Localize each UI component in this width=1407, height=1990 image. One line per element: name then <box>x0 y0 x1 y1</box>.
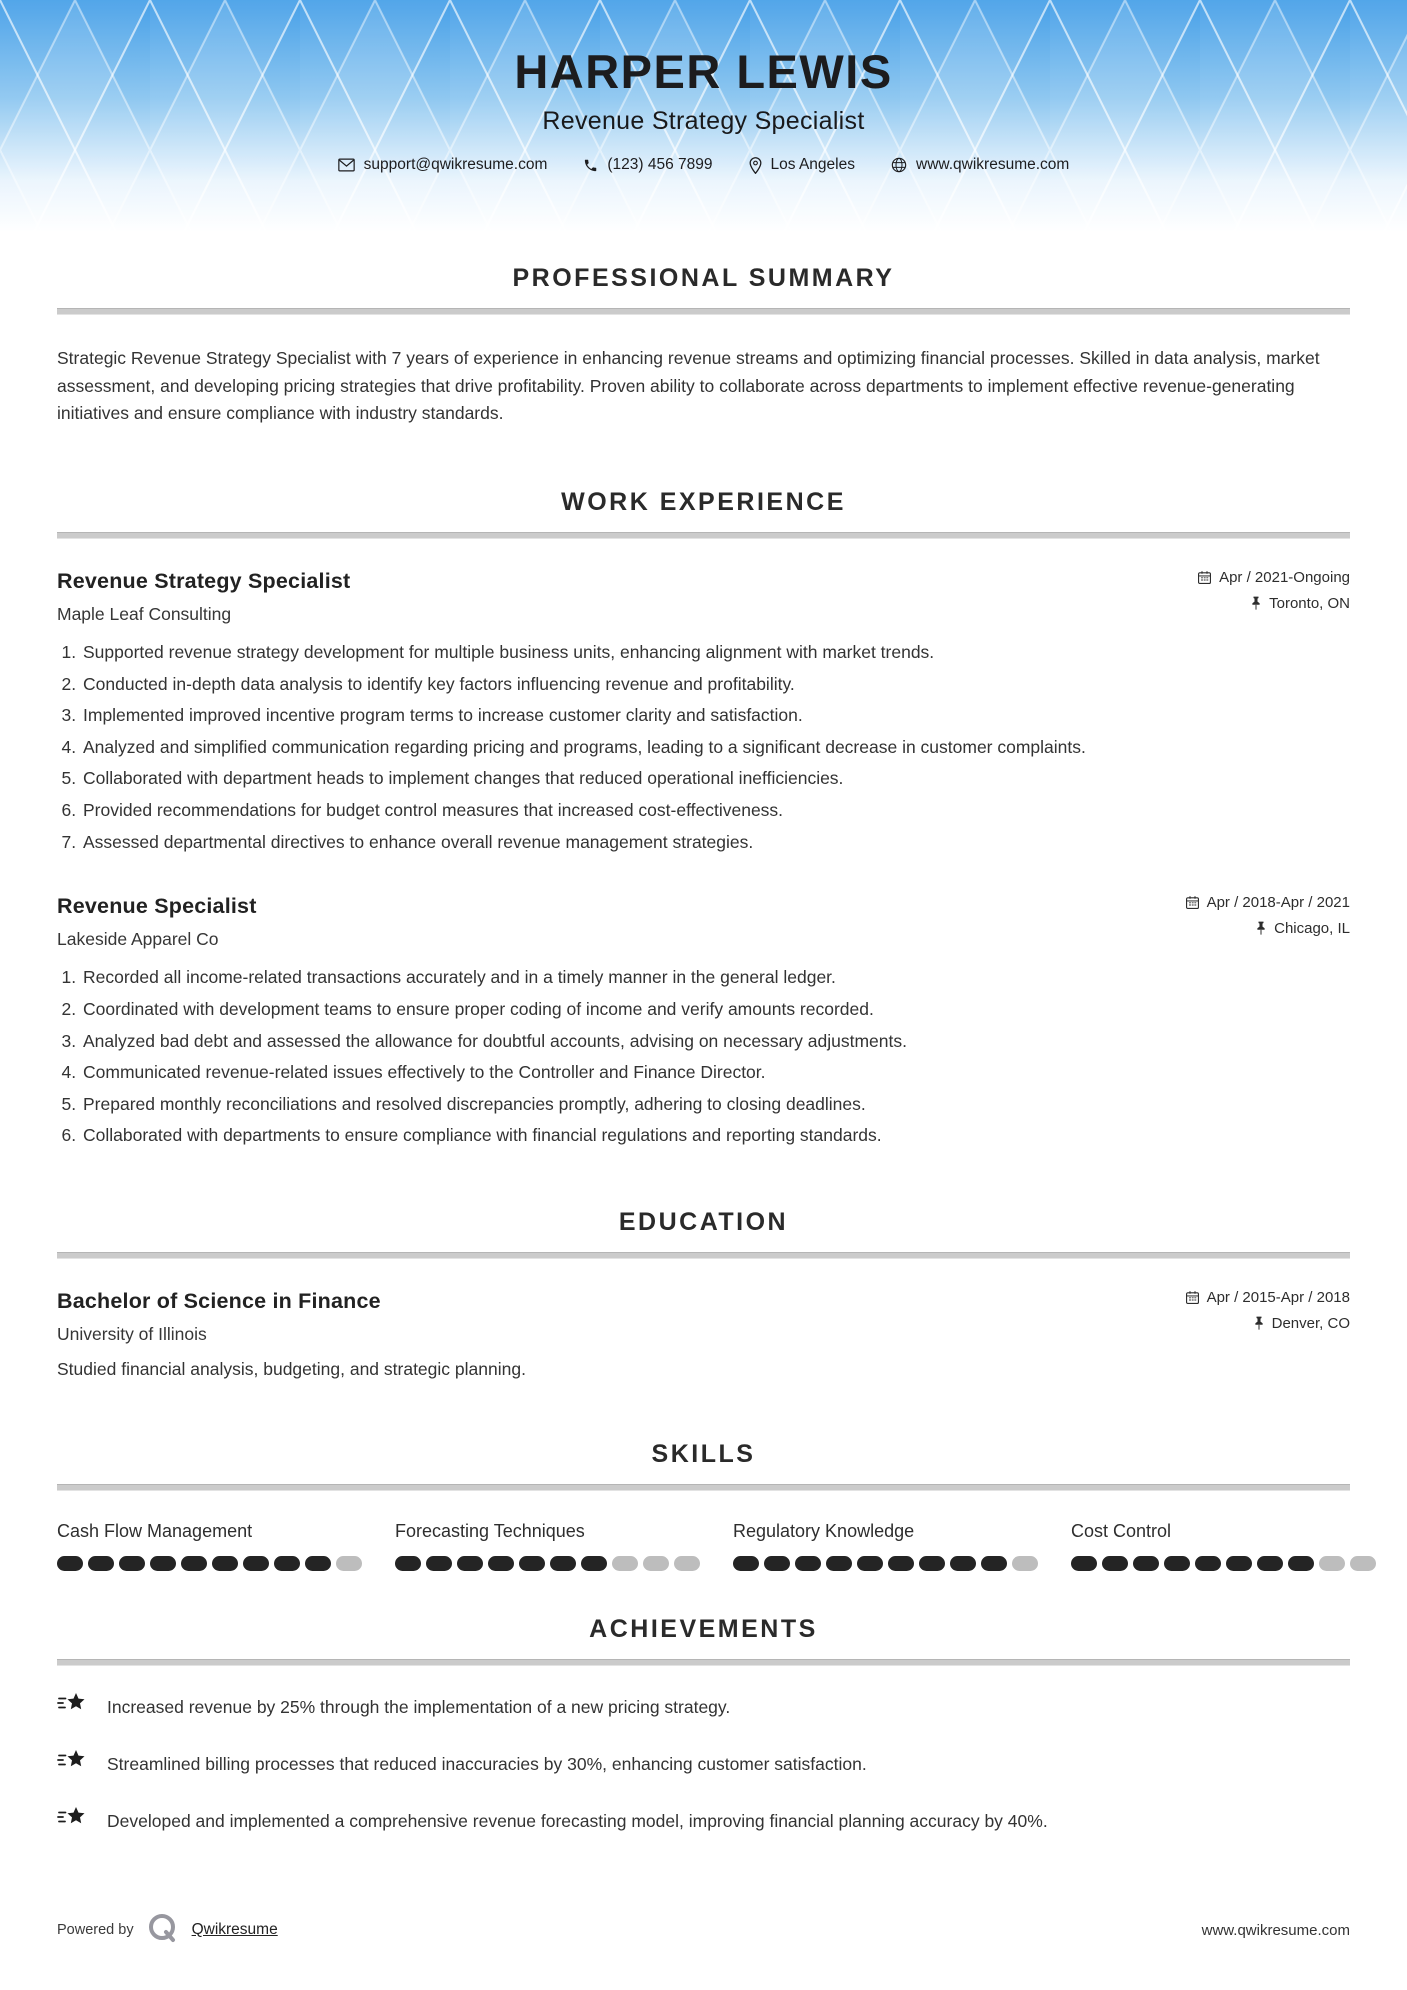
section-heading: WORK EXPERIENCE <box>561 487 846 516</box>
skill-rating-dot <box>243 1556 269 1571</box>
job-bullet: 5. Collaborated with department heads to implement changes that reduced operational inefficiencies. <box>81 767 1350 791</box>
job-bullet: 3. Analyzed bad debt and assessed the allowance for doubtful accounts, advising on necessary adjustments. <box>81 1030 1350 1054</box>
job-bullet: 1. Recorded all income-related transactions accurately and in a timely manner in the general ledger. <box>81 966 1350 990</box>
skill-item <box>1071 1521 1381 1571</box>
achievement-text: Streamlined billing processes that reduced inaccuracies by 30%, enhancing customer satisfaction. <box>107 1754 867 1775</box>
section-divider <box>57 1659 1350 1666</box>
contact-row <box>0 156 1407 174</box>
contact-email-text: support@qwikresume.com <box>363 156 548 173</box>
skill-rating-dot <box>1071 1556 1097 1571</box>
job-bullet: 4. Communicated revenue-related issues effectively to the Controller and Finance Director. <box>81 1061 1350 1085</box>
skill-rating-dot <box>336 1556 362 1571</box>
job-location: Chicago, IL <box>1185 920 1350 937</box>
skill-rating <box>395 1556 705 1571</box>
skill-rating-dot <box>488 1556 514 1571</box>
job-title: Revenue Strategy Specialist <box>57 568 351 593</box>
skill-name: Cash Flow Management <box>57 1521 253 1542</box>
pushpin-icon <box>1253 1316 1265 1331</box>
job-bullet-list <box>57 966 1350 1148</box>
section-achievements <box>57 1615 1350 1837</box>
skill-rating-dot <box>826 1556 852 1571</box>
powered-by-label: Powered by <box>57 1922 134 1938</box>
section-professional-summary <box>57 264 1350 428</box>
skill-item <box>395 1521 705 1571</box>
skill-rating-dot <box>612 1556 638 1571</box>
skill-name: Regulatory Knowledge <box>733 1521 915 1542</box>
skill-rating-dot <box>1288 1556 1314 1571</box>
education-entry <box>57 1289 1350 1380</box>
calendar-icon <box>1197 570 1212 585</box>
section-skills <box>57 1440 1350 1571</box>
skill-rating-dot <box>919 1556 945 1571</box>
skill-rating-dot <box>119 1556 145 1571</box>
school-name: University of Illinois <box>57 1324 207 1345</box>
globe-icon <box>891 157 907 173</box>
job-bullet-list <box>57 641 1350 854</box>
pushpin-icon <box>1250 596 1262 611</box>
job-location: Toronto, ON <box>1197 595 1350 612</box>
job-bullet: 6. Provided recommendations for budget control measures that increased cost-effectiveness. <box>81 799 1350 823</box>
skill-name: Forecasting Techniques <box>395 1521 585 1542</box>
skill-name: Cost Control <box>1071 1521 1172 1542</box>
section-divider <box>57 1252 1350 1259</box>
work-entry <box>57 894 1350 1148</box>
education-description: Studied financial analysis, budgeting, and strategic planning. <box>57 1359 526 1380</box>
skill-rating-dot <box>305 1556 331 1571</box>
phone-icon <box>583 158 598 173</box>
achievement-text: Increased revenue by 25% through the implementation of a new pricing strategy. <box>107 1697 731 1718</box>
qwikresume-link[interactable]: Qwikresume <box>191 1921 278 1938</box>
candidate-name: HARPER LEWIS <box>514 45 893 98</box>
job-dates: Apr / 2018-Apr / 2021 <box>1185 894 1350 911</box>
achievement-item <box>57 1694 1350 1723</box>
skills-grid <box>57 1521 1350 1571</box>
job-bullet: 4. Analyzed and simplified communication regarding pricing and programs, leading to a significant decrease in customer complaints. <box>81 736 1350 760</box>
skill-rating-dot <box>212 1556 238 1571</box>
section-divider <box>57 1484 1350 1491</box>
achievement-item <box>57 1808 1350 1837</box>
skill-rating-dot <box>88 1556 114 1571</box>
section-heading: PROFESSIONAL SUMMARY <box>512 264 895 292</box>
job-dates: Apr / 2021-Ongoing <box>1197 569 1350 586</box>
shooting-star-icon <box>57 1749 87 1780</box>
skill-rating-dot <box>457 1556 483 1571</box>
section-education <box>57 1208 1350 1380</box>
job-bullet: 2. Coordinated with development teams to ensure proper coding of income and verify amounts recorded. <box>81 998 1350 1022</box>
map-pin-icon <box>749 157 762 174</box>
skill-rating-dot <box>181 1556 207 1571</box>
skill-rating-dot <box>1195 1556 1221 1571</box>
skill-rating-dot <box>395 1556 421 1571</box>
skill-rating-dot <box>733 1556 759 1571</box>
section-divider <box>57 308 1350 315</box>
section-heading: EDUCATION <box>618 1208 789 1237</box>
section-divider <box>57 532 1350 539</box>
contact-location-text: Los Angeles <box>770 156 855 173</box>
skill-rating-dot <box>1102 1556 1128 1571</box>
skill-rating-dot <box>795 1556 821 1571</box>
section-heading: SKILLS <box>651 1440 756 1469</box>
skill-rating-dot <box>1350 1556 1376 1571</box>
calendar-icon <box>1185 1290 1200 1305</box>
job-bullet: 5. Prepared monthly reconciliations and resolved discrepancies promptly, adhering to closing deadlines. <box>81 1093 1350 1117</box>
skill-rating <box>1071 1556 1381 1571</box>
skill-rating <box>57 1556 367 1571</box>
skill-item <box>57 1521 367 1571</box>
skill-rating-dot <box>764 1556 790 1571</box>
job-bullet: 2. Conducted in-depth data analysis to identify key factors influencing revenue and profitability. <box>81 673 1350 697</box>
skill-rating-dot <box>550 1556 576 1571</box>
skill-rating-dot <box>274 1556 300 1571</box>
skill-rating-dot <box>1226 1556 1252 1571</box>
job-title: Revenue Specialist <box>57 894 257 919</box>
contact-location <box>749 156 855 174</box>
skill-rating <box>733 1556 1043 1571</box>
header-banner <box>0 0 1407 232</box>
job-bullet: 6. Collaborated with departments to ensure compliance with financial regulations and reporting standards. <box>81 1124 1350 1148</box>
skill-rating-dot <box>57 1556 83 1571</box>
job-bullet: 1. Supported revenue strategy development for multiple business units, enhancing alignment with market trends. <box>81 641 1350 665</box>
pushpin-icon <box>1255 921 1267 936</box>
skill-rating-dot <box>857 1556 883 1571</box>
shooting-star-icon <box>57 1806 87 1837</box>
resume-body <box>0 232 1407 1882</box>
skill-rating-dot <box>1257 1556 1283 1571</box>
achievement-text: Developed and implemented a comprehensive revenue forecasting model, improving financial planning accuracy by 40%. <box>107 1811 1048 1832</box>
education-location: Denver, CO <box>1185 1315 1350 1332</box>
contact-phone[interactable] <box>583 156 712 174</box>
contact-email[interactable] <box>338 156 548 174</box>
skill-rating-dot <box>1133 1556 1159 1571</box>
contact-website-text: www.qwikresume.com <box>916 156 1070 173</box>
skill-rating-dot <box>519 1556 545 1571</box>
skill-rating-dot <box>150 1556 176 1571</box>
skill-rating-dot <box>1012 1556 1038 1571</box>
work-entry <box>57 569 1350 854</box>
envelope-icon <box>338 158 355 172</box>
qwikresume-logo-icon <box>146 1912 180 1948</box>
skill-rating-dot <box>426 1556 452 1571</box>
footer-website[interactable]: www.qwikresume.com <box>1201 1921 1350 1939</box>
achievement-item <box>57 1751 1350 1780</box>
summary-paragraph: Strategic Revenue Strategy Specialist with 7 years of experience in enhancing revenue streams and optimizing financial processes. Skilled in data analysis, market assessment, and developing pricing strategies that drive profitability. Proven ability to collaborate across departments to implement effective revenue-generating initiatives and ensure compliance with industry standards. <box>57 348 1320 424</box>
skill-rating-dot <box>581 1556 607 1571</box>
skill-rating-dot <box>1164 1556 1190 1571</box>
section-heading: ACHIEVEMENTS <box>589 1615 818 1644</box>
skill-rating-dot <box>950 1556 976 1571</box>
section-work-experience <box>57 488 1350 1148</box>
contact-website[interactable] <box>891 156 1069 174</box>
job-company: Maple Leaf Consulting <box>57 603 232 624</box>
skill-rating-dot <box>1319 1556 1345 1571</box>
skill-rating-dot <box>674 1556 700 1571</box>
skill-item <box>733 1521 1043 1571</box>
skill-rating-dot <box>643 1556 669 1571</box>
skill-rating-dot <box>981 1556 1007 1571</box>
job-company: Lakeside Apparel Co <box>57 929 219 950</box>
contact-phone-text: (123) 456 7899 <box>607 156 713 173</box>
candidate-title: Revenue Strategy Specialist <box>542 107 865 135</box>
shooting-star-icon <box>57 1692 87 1723</box>
page-footer <box>0 1882 1407 1990</box>
job-bullet: 7. Assessed departmental directives to enhance overall revenue management strategies. <box>81 831 1350 855</box>
skill-rating-dot <box>888 1556 914 1571</box>
degree-title: Bachelor of Science in Finance <box>57 1289 381 1314</box>
job-bullet: 3. Implemented improved incentive program terms to increase customer clarity and satisfaction. <box>81 704 1350 728</box>
education-dates: Apr / 2015-Apr / 2018 <box>1185 1289 1350 1306</box>
calendar-icon <box>1185 895 1200 910</box>
